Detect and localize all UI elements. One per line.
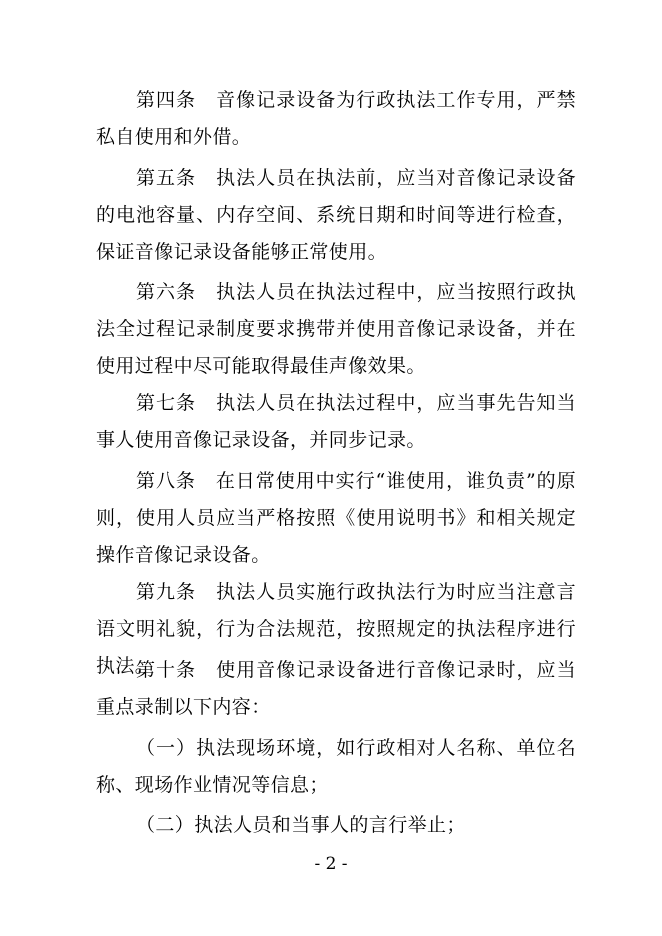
article-4-paragraph: 第四条 音像记录设备为行政执法工作专用，严禁私自使用和外借。: [96, 89, 576, 148]
item-1-paragraph: （一）执法现场环境，如行政相对人名称、单位名称、现场作业情况等信息；: [96, 737, 576, 796]
page-number: - 2 -: [314, 854, 348, 874]
article-6-paragraph: 第六条 执法人员在执法过程中，应当按照行政执法全过程记录制度要求携带并使用音像记录设备，并在使用过程中尽可能取得最佳声像效果。: [96, 281, 576, 377]
article-5-paragraph: 第五条 执法人员在执法前，应当对音像记录设备的电池容量、内存空间、系统日期和时间等进行检查，保证音像记录设备能够正常使用。: [96, 167, 576, 263]
article-10-paragraph: 第十条 使用音像记录设备进行音像记录时，应当重点录制以下内容：: [96, 659, 576, 718]
article-7-paragraph: 第七条 执法人员在执法过程中，应当事先告知当事人使用音像记录设备，并同步记录。: [96, 392, 576, 451]
item-2-paragraph: （二）执法人员和当事人的言行举止；: [136, 814, 466, 836]
article-9-paragraph: 第九条 执法人员实施行政执法行为时应当注意言语文明礼貌，行为合法规范，按照规定的执法程序进行执法。: [96, 581, 576, 677]
article-8-paragraph: 第八条 在日常使用中实行“谁使用，谁负责”的原则，使用人员应当严格按照《使用说明书》和相关规定操作音像记录设备。: [96, 470, 576, 566]
